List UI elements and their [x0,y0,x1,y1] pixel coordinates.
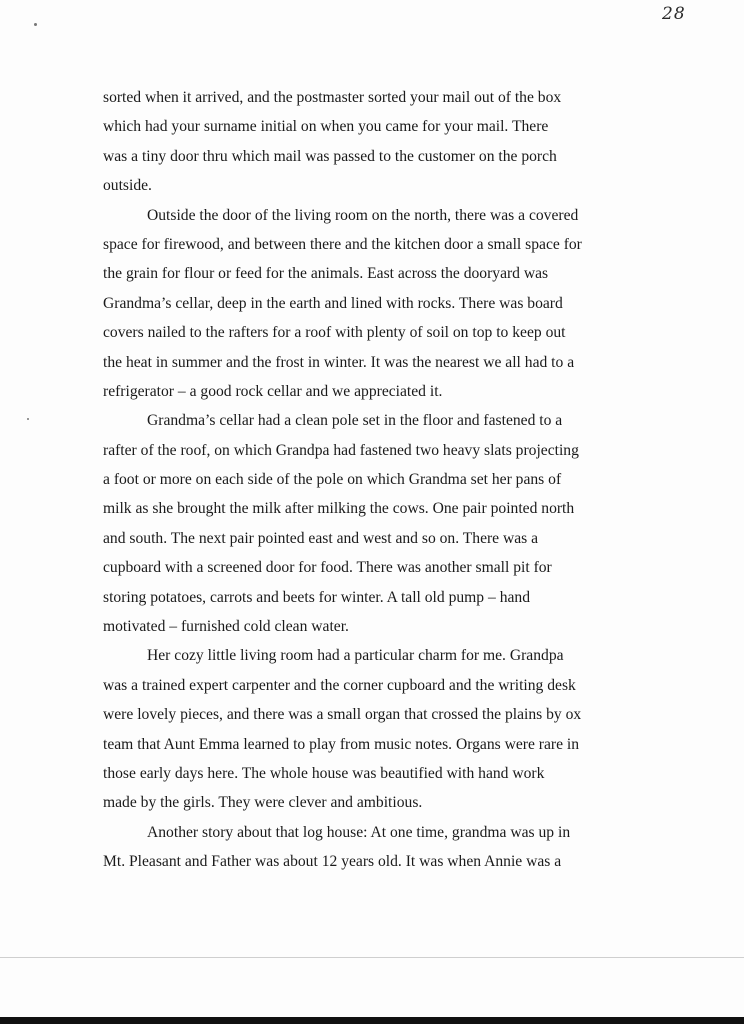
text-line: the heat in summer and the frost in winter. It was the nearest we all had to a [103,353,575,371]
scan-fold-line [0,957,744,958]
scan-speck [27,418,29,420]
text-line: milk as she brought the milk after milking the cows. One pair pointed north [103,500,575,518]
paragraph-4 [103,641,643,817]
text-line: Mt. Pleasant and Father was about 12 years old. It was when Annie was a [103,853,562,871]
text-line: was a trained expert carpenter and the corner cupboard and the writing desk [103,676,576,694]
page-number: 28 [662,4,686,24]
text-line: cupboard with a screened door for food. There was another small pit for [103,559,552,577]
text-line: Grandma’s cellar had a clean pole set in the floor and fastened to a [147,412,563,430]
text-line: team that Aunt Emma learned to play from music notes. Organs were rare in [103,735,580,753]
text-line: was a tiny door thru which mail was passed to the customer on the porch [103,147,557,165]
text-line: space for firewood, and between there and the kitchen door a small space for [103,235,582,253]
text-line: rafter of the roof, on which Grandpa had fastened two heavy slats projecting [103,441,579,459]
text-line: Her cozy little living room had a particular charm for me. Grandpa [147,647,564,665]
scan-bottom-edge [0,1017,744,1024]
scan-speck [34,23,37,26]
text-line: and south. The next pair pointed east and west and so on. There was a [103,529,539,547]
paragraph-2 [103,201,643,407]
paragraph-5 [103,818,643,877]
text-line: which had your surname initial on when you came for your mail. There [103,118,549,136]
text-line: Outside the door of the living room on the north, there was a covered [147,206,579,224]
text-line: were lovely pieces, and there was a small organ that crossed the plains by ox [103,706,582,724]
text-line: motivated – furnished cold clean water. [103,618,349,636]
text-line: covers nailed to the rafters for a roof with plenty of soil on top to keep out [103,324,566,342]
text-line: made by the girls. They were clever and ambitious. [103,794,423,812]
paragraph-3 [103,406,643,641]
text-line: those early days here. The whole house was beautified with hand work [103,764,545,782]
body-text [103,83,643,877]
text-line: refrigerator – a good rock cellar and we appreciated it. [103,382,443,400]
text-line: storing potatoes, carrots and beets for winter. A tall old pump – hand [103,588,531,606]
text-line: sorted when it arrived, and the postmaster sorted your mail out of the box [103,89,562,106]
paragraph-1 [103,83,643,201]
text-line: outside. [103,177,152,195]
text-line: the grain for flour or feed for the animals. East across the dooryard was [103,265,549,283]
text-line: Another story about that log house: At one time, grandma was up in [147,823,571,841]
text-line: Grandma’s cellar, deep in the earth and lined with rocks. There was board [103,294,563,312]
text-line: a foot or more on each side of the pole on which Grandma set her pans of [103,471,562,489]
